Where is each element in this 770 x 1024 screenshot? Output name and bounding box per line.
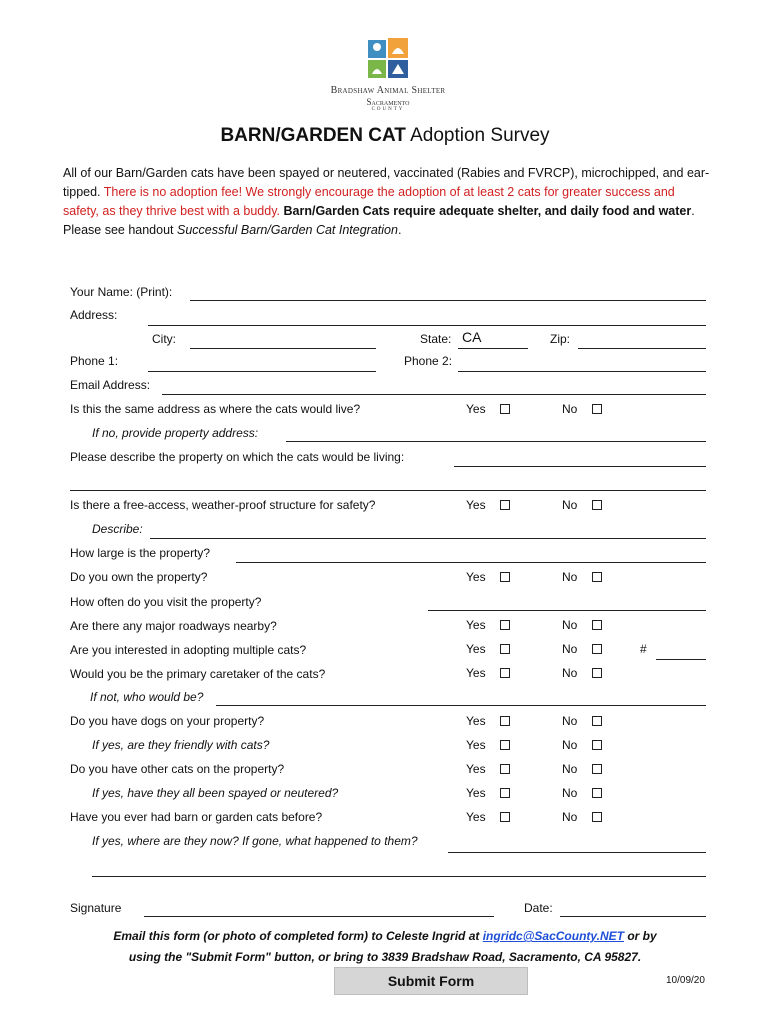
email-label: Email Address:: [70, 378, 151, 392]
multiple-no-checkbox[interactable]: [592, 644, 602, 654]
q-spayed: If yes, have they all been spayed or neutered?: [92, 786, 339, 800]
where-now-field-2[interactable]: [92, 876, 706, 877]
intro-period: .: [397, 223, 402, 237]
signature-field[interactable]: [144, 916, 494, 917]
barn-before-yes-checkbox[interactable]: [500, 812, 510, 822]
structure-no-checkbox[interactable]: [592, 500, 602, 510]
dogs-yes-checkbox[interactable]: [500, 716, 510, 726]
property-address-field[interactable]: [286, 441, 706, 442]
date-label: Date:: [524, 901, 553, 915]
footer-text-b: or by: [623, 929, 657, 943]
same-address-no-checkbox[interactable]: [592, 404, 602, 414]
where-now-field[interactable]: [448, 852, 706, 853]
dogs-friendly-yes-checkbox[interactable]: [500, 740, 510, 750]
q-barn-before: Have you ever had barn or garden cats before?: [70, 810, 323, 824]
footer-instructions: [0, 927, 770, 966]
q-visit: How often do you visit the property?: [70, 595, 262, 609]
q-who: If not, who would be?: [90, 690, 204, 704]
no-label: No: [562, 402, 578, 416]
no-label: No: [562, 570, 578, 584]
state-field[interactable]: [458, 348, 528, 349]
q-own: Do you own the property?: [70, 570, 208, 584]
other-cats-yes-checkbox[interactable]: [500, 764, 510, 774]
dogs-friendly-no-checkbox[interactable]: [592, 740, 602, 750]
structure-yes-checkbox[interactable]: [500, 500, 510, 510]
yes-label: Yes: [466, 738, 486, 752]
describe-property-field-2[interactable]: [70, 490, 706, 491]
yes-label: Yes: [466, 570, 486, 584]
address-label: Address:: [70, 308, 118, 322]
q-describe-property: Please describe the property on which the cats would be living:: [70, 450, 405, 464]
spayed-yes-checkbox[interactable]: [500, 788, 510, 798]
no-label: No: [562, 786, 578, 800]
other-cats-no-checkbox[interactable]: [592, 764, 602, 774]
email-field[interactable]: [162, 394, 706, 395]
yes-label: Yes: [466, 786, 486, 800]
yes-label: Yes: [466, 498, 486, 512]
city-label: City:: [152, 332, 176, 346]
q-describe: Describe:: [92, 522, 143, 536]
visit-field[interactable]: [428, 610, 706, 611]
yes-label: Yes: [466, 642, 486, 656]
intro-fee-note: There is no adoption fee! We strongly encourage the adoption of at least 2 cats for greater success and safety, as they thrive best with a buddy.: [63, 185, 675, 218]
roadways-yes-checkbox[interactable]: [500, 620, 510, 630]
name-field[interactable]: [190, 300, 706, 301]
yes-label: Yes: [466, 402, 486, 416]
city-field[interactable]: [190, 348, 376, 349]
intro-text-1: All of our Barn/Garden cats have been spayed or neutered, vaccinated (Rabies and FVRCP), microchipped, and ear-tipped.: [63, 166, 710, 199]
zip-label: Zip:: [550, 332, 571, 346]
yes-label: Yes: [466, 762, 486, 776]
intro-paragraph: [63, 164, 713, 240]
q-property-address: If no, provide property address:: [92, 426, 259, 440]
no-label: No: [562, 810, 578, 824]
who-field[interactable]: [216, 705, 706, 706]
title-rest: Adoption Survey: [405, 125, 550, 146]
county-name: Sacramento: [366, 97, 410, 107]
q-how-large: How large is the property?: [70, 546, 211, 560]
no-label: No: [562, 666, 578, 680]
state-value[interactable]: CA: [462, 329, 482, 345]
phone1-field[interactable]: [148, 371, 376, 372]
no-label: No: [562, 762, 578, 776]
q-where-now: If yes, where are they now? If gone, what happened to them?: [92, 834, 418, 848]
name-label: Your Name: (Print):: [70, 285, 173, 299]
shelter-logo: [366, 38, 410, 80]
yes-label: Yes: [466, 618, 486, 632]
yes-label: Yes: [466, 810, 486, 824]
no-label: No: [562, 618, 578, 632]
email-link[interactable]: ingridc@SacCounty.NET: [482, 929, 624, 943]
dogs-no-checkbox[interactable]: [592, 716, 602, 726]
shelter-name: Bradshaw Animal Shelter: [330, 85, 446, 96]
footer-line-1: [0, 927, 770, 945]
title-bold: BARN/GARDEN CAT: [220, 125, 406, 146]
same-address-yes-checkbox[interactable]: [500, 404, 510, 414]
zip-field[interactable]: [578, 348, 706, 349]
footer-line-2: using the "Submit Form" button, or bring to 3839 Bradshaw Road, Sacramento, CA 95827.: [128, 950, 642, 964]
county-sub: COUNTY: [371, 107, 405, 112]
q-same-address: Is this the same address as where the cats would live?: [70, 402, 361, 416]
multiple-yes-checkbox[interactable]: [500, 644, 510, 654]
q-multiple: Are you interested in adopting multiple cats?: [70, 643, 307, 657]
intro-handout-title: Successful Barn/Garden Cat Integration: [176, 223, 398, 237]
q-roadways: Are there any major roadways nearby?: [70, 619, 277, 633]
signature-label: Signature: [70, 901, 122, 915]
q-structure: Is there a free-access, weather-proof structure for safety?: [70, 498, 376, 512]
page-title: [0, 125, 770, 147]
no-label: No: [562, 714, 578, 728]
no-label: No: [562, 498, 578, 512]
footer-text-a: Email this form (or photo of completed form) to Celeste Ingrid at: [113, 929, 483, 943]
no-label: No: [562, 738, 578, 752]
own-yes-checkbox[interactable]: [500, 572, 510, 582]
q-dogs-friendly: If yes, are they friendly with cats?: [92, 738, 270, 752]
state-label: State:: [420, 332, 452, 346]
date-field[interactable]: [560, 916, 706, 917]
spayed-no-checkbox[interactable]: [592, 788, 602, 798]
phone2-label: Phone 2:: [404, 354, 453, 368]
cat-count-hash: #: [640, 642, 647, 656]
barn-before-no-checkbox[interactable]: [592, 812, 602, 822]
shelter-logo-icon: [366, 38, 410, 80]
describe-field[interactable]: [150, 538, 706, 539]
caretaker-yes-checkbox[interactable]: [500, 668, 510, 678]
roadways-no-checkbox[interactable]: [592, 620, 602, 630]
intro-requirements: Barn/Garden Cats require adequate shelter, and daily food and water: [280, 204, 692, 218]
own-no-checkbox[interactable]: [592, 572, 602, 582]
cat-count-field[interactable]: [656, 659, 706, 660]
intro-text-2: . Please see handout: [63, 204, 695, 237]
phone1-label: Phone 1:: [70, 354, 119, 368]
how-large-field[interactable]: [236, 562, 706, 563]
form-revision-date: 10/09/20: [666, 975, 705, 986]
q-caretaker: Would you be the primary caretaker of the cats?: [70, 667, 326, 681]
no-label: No: [562, 642, 578, 656]
q-other-cats: Do you have other cats on the property?: [70, 762, 285, 776]
q-dogs: Do you have dogs on your property?: [70, 714, 265, 728]
yes-label: Yes: [466, 666, 486, 680]
yes-label: Yes: [466, 714, 486, 728]
submit-form-button[interactable]: Submit Form: [334, 967, 528, 995]
caretaker-no-checkbox[interactable]: [592, 668, 602, 678]
describe-property-field[interactable]: [454, 466, 706, 467]
address-field[interactable]: [148, 325, 706, 326]
phone2-field[interactable]: [458, 371, 706, 372]
